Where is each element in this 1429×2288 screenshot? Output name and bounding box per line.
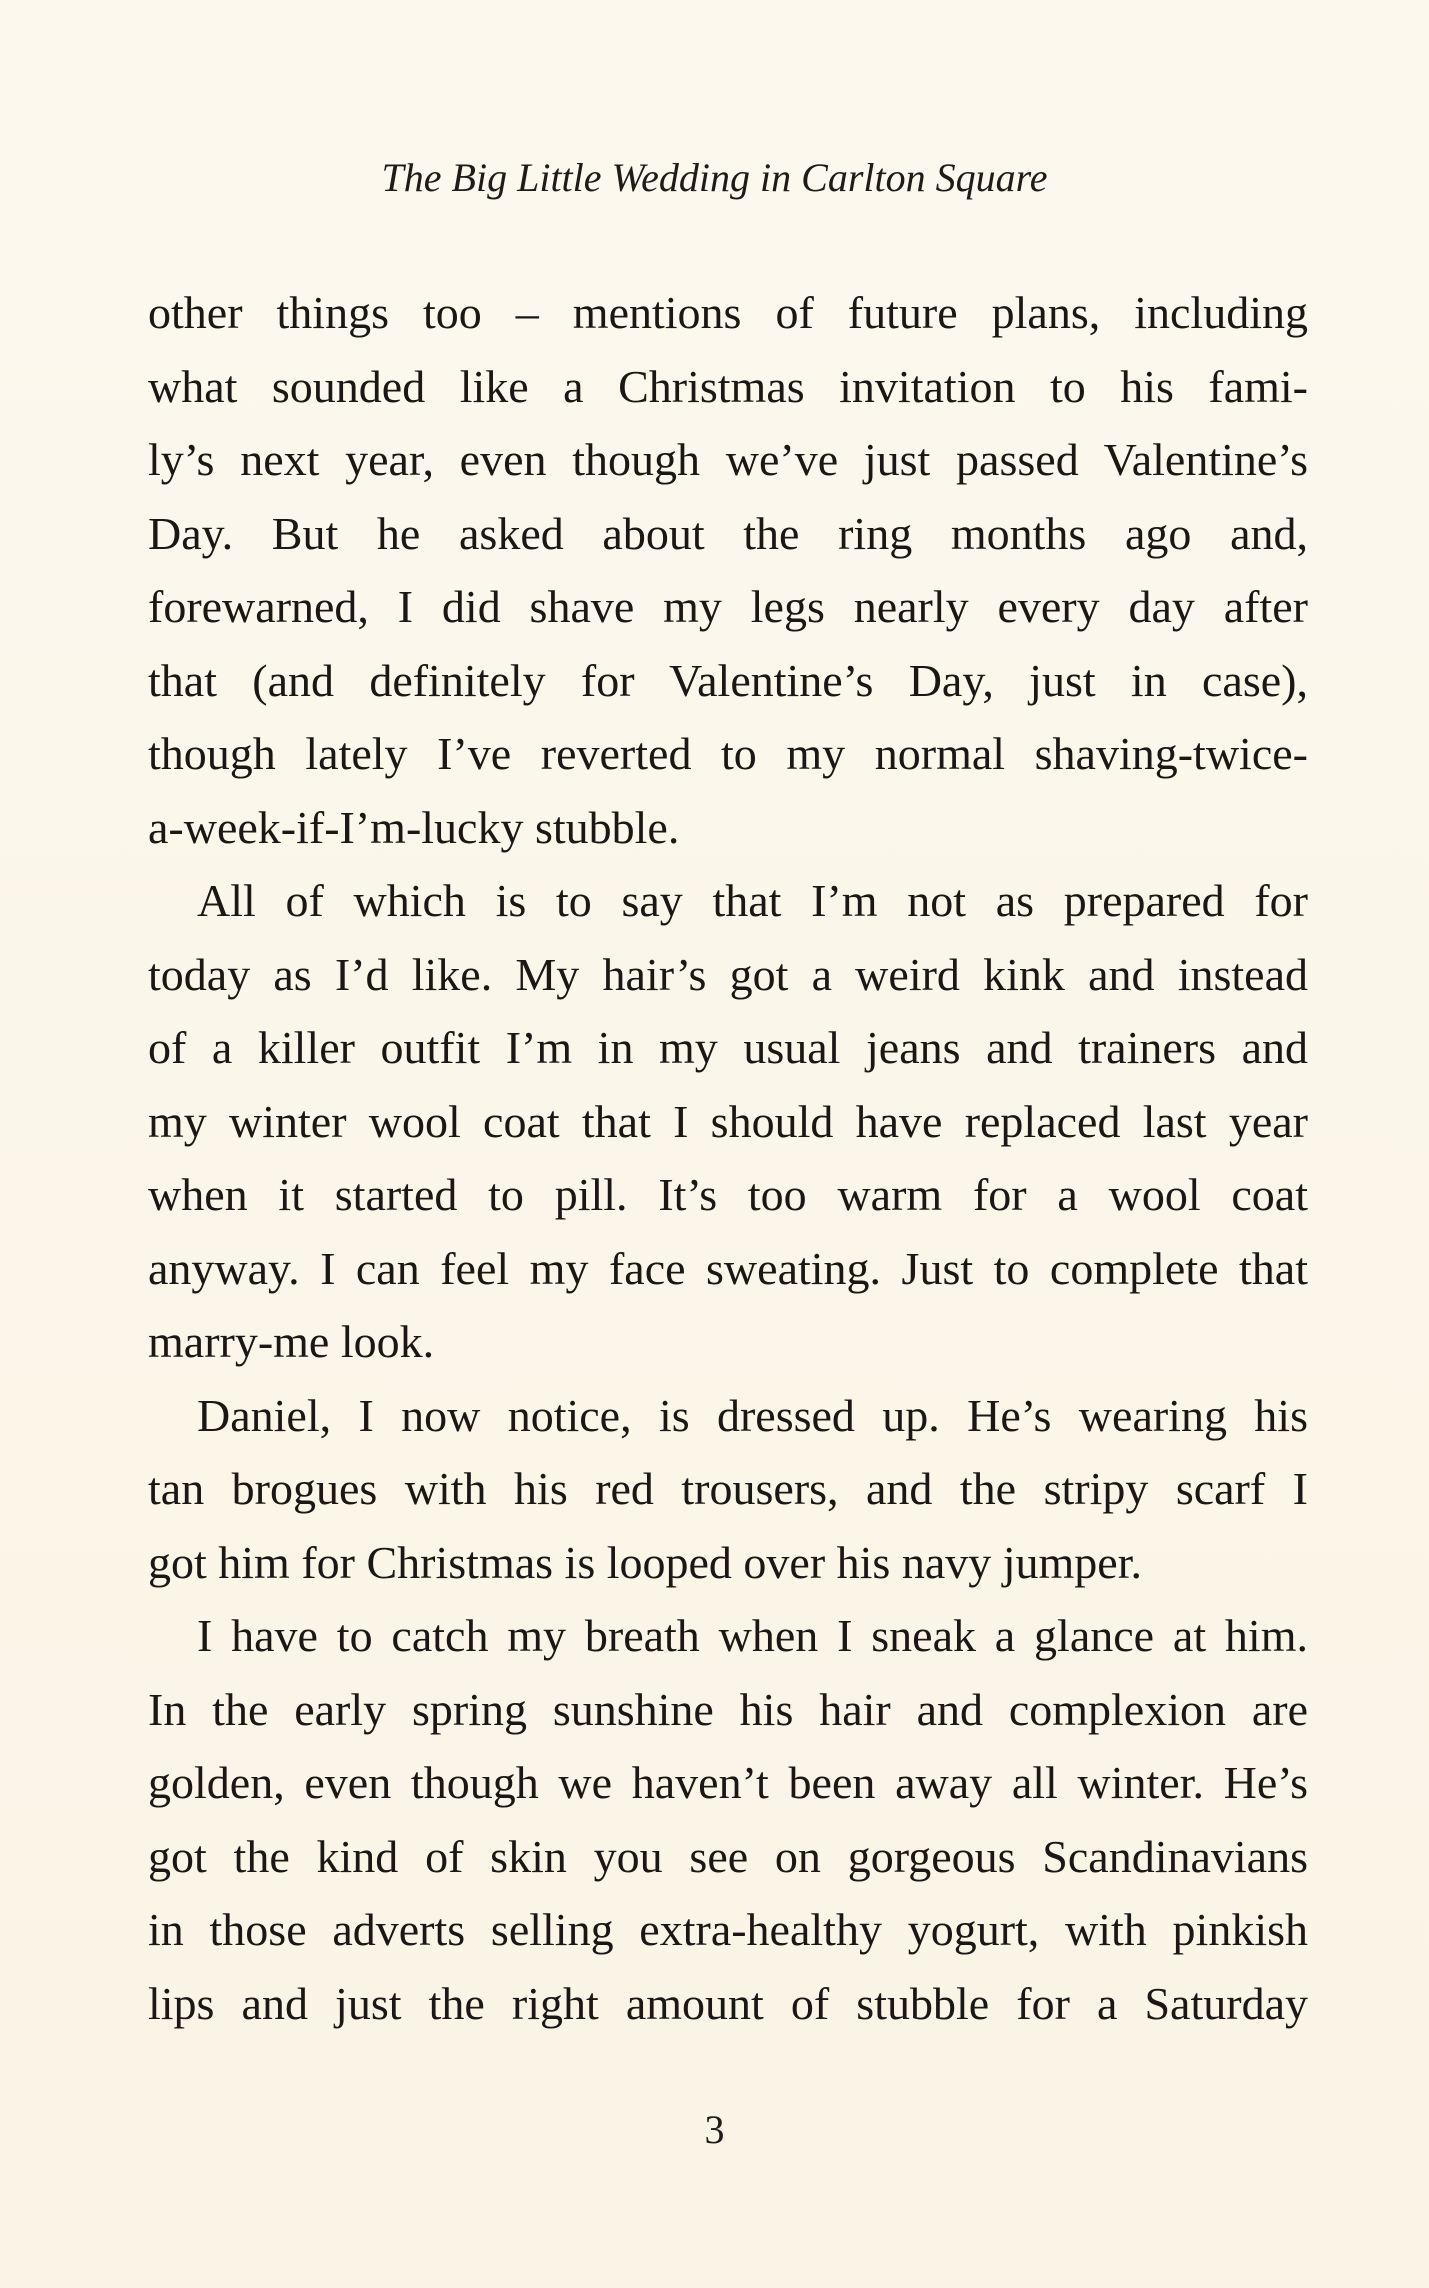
text-line: in those adverts selling extra-healthy yogurt, with pinkish (148, 1904, 1308, 1955)
text-line: got the kind of skin you see on gorgeous Scandinavians (148, 1830, 1308, 1882)
text-line: Day. But he asked about the ring months ago and, (148, 507, 1308, 559)
text-line: that (and definitely for Valentine’s Day, just in case), (148, 654, 1308, 706)
text-line: other things too – mentions of future plans, including (148, 287, 1308, 338)
text-line: In the early spring sunshine his hair and complexion are (148, 1683, 1308, 1735)
text-line: anyway. I can feel my face sweating. Just to complete that (148, 1242, 1308, 1294)
text-line: when it started to pill. It’s too warm for a wool coat (148, 1169, 1308, 1220)
page-number: 3 (704, 2107, 725, 2152)
text-line: of a killer outfit I’m in my usual jeans and trainers and (148, 1022, 1308, 1073)
text-line: marry-me look. (148, 1316, 435, 1367)
text-line: a-week-if-I’m-lucky stubble. (148, 801, 680, 853)
text-line: my winter wool coat that I should have replaced last year (148, 1095, 1308, 1147)
text-line: lips and just the right amount of stubble for a Saturday (148, 1977, 1308, 2029)
text-line: forewarned, I did shave my legs nearly every day after (148, 581, 1308, 632)
text-line: what sounded like a Christmas invitation to his fami- (148, 360, 1308, 412)
text-line: tan brogues with his red trousers, and the stripy scarf I (148, 1463, 1308, 1514)
text-line: today as I’d like. My hair’s got a weird kink and instead (148, 948, 1308, 1000)
text-line: golden, even though we haven’t been away all winter. He’s (148, 1757, 1308, 1808)
text-line: I have to catch my breath when I sneak a glance at him. (197, 1610, 1308, 1661)
text-line: though lately I’ve reverted to my normal shaving-twice- (148, 728, 1308, 779)
text-line: All of which is to say that I’m not as prepared for (197, 875, 1308, 926)
body-text (148, 276, 1308, 2040)
text-line: got him for Christmas is looped over his navy jumper. (148, 1536, 1143, 1588)
running-head-title: The Big Little Wedding in Carlton Square (381, 155, 1048, 200)
text-line: Daniel, I now notice, is dressed up. He’s wearing his (197, 1389, 1308, 1441)
text-line: ly’s next year, even though we’ve just passed Valentine’s (148, 434, 1308, 485)
